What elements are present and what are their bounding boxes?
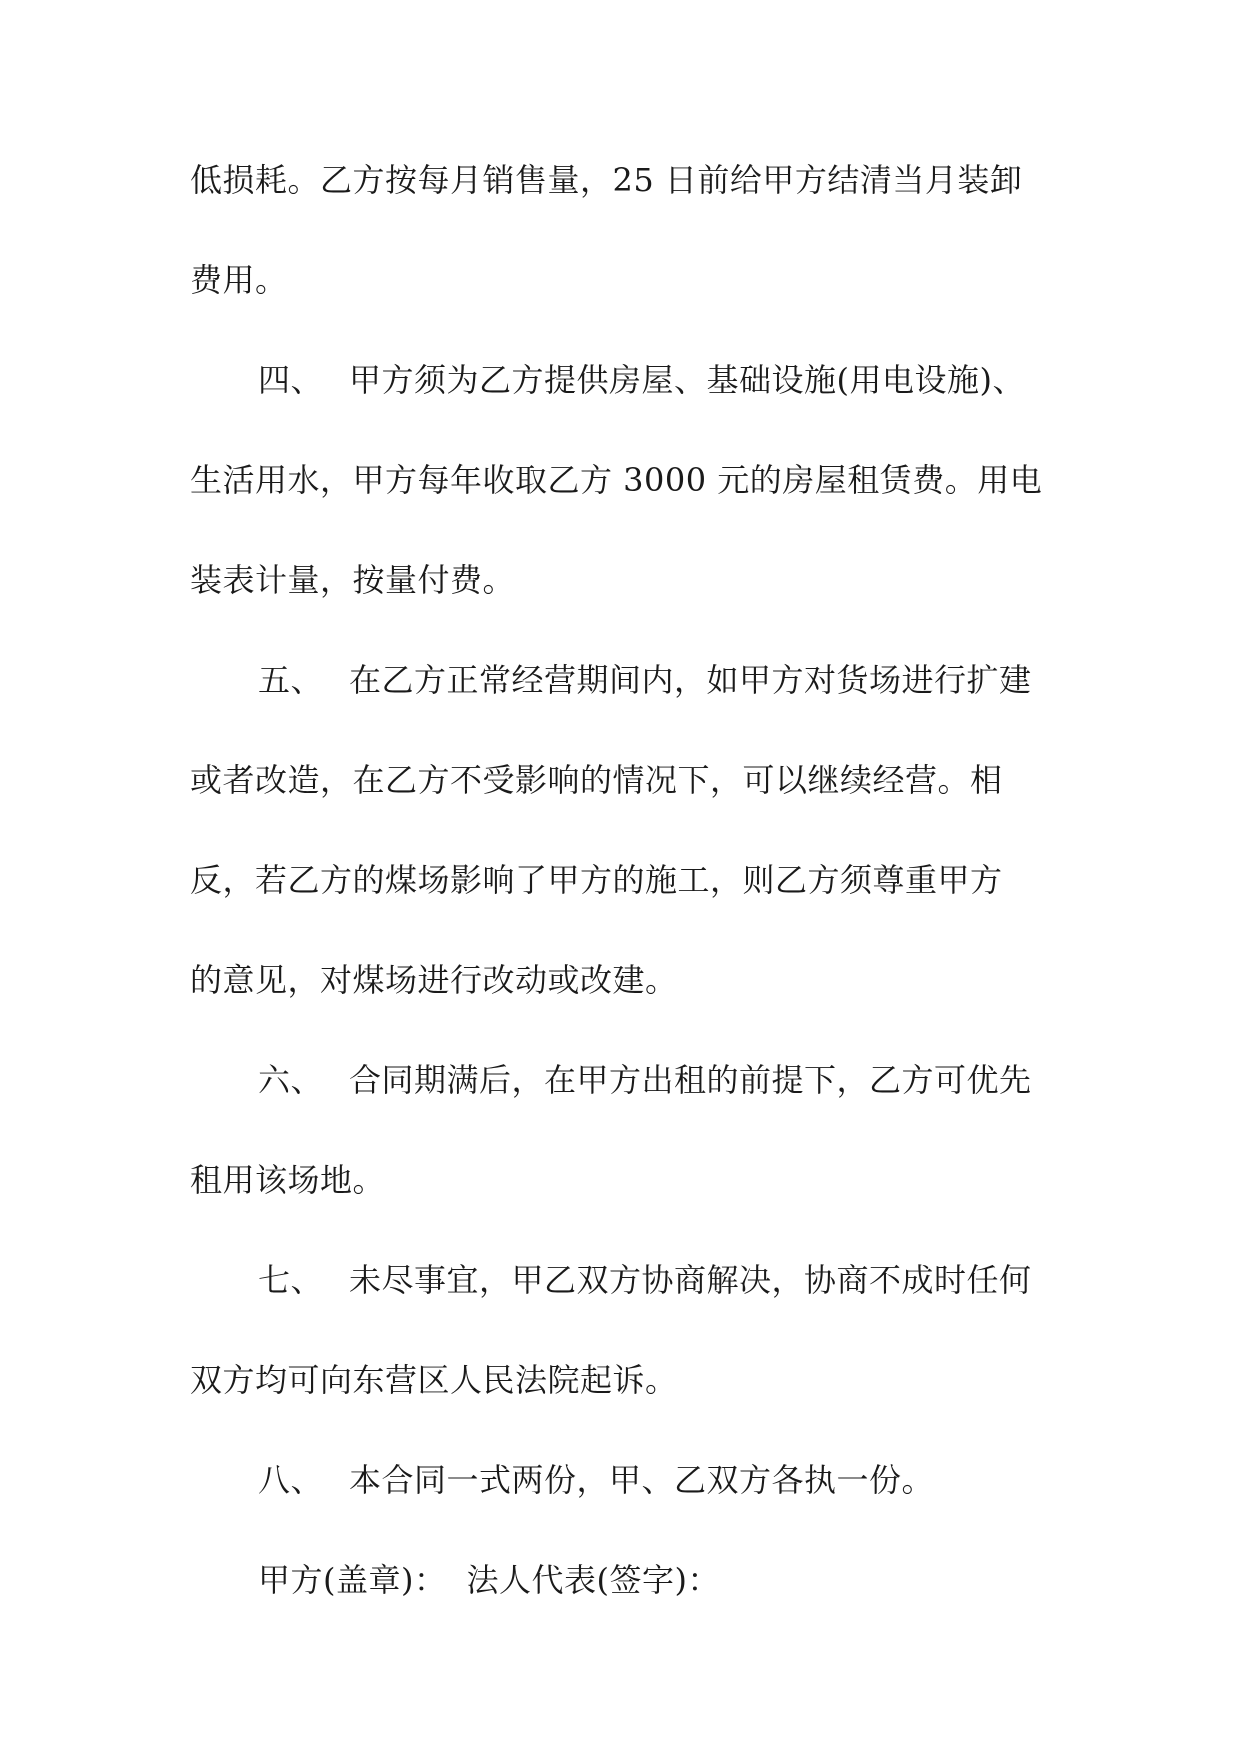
clause-text: 甲方须为乙方提供房屋、基础设施(用电设施)、	[349, 361, 1025, 399]
party-a-seal-label: 甲方(盖章)：	[258, 1561, 447, 1599]
clause-text: 合同期满后，在甲方出租的前提下，乙方可优先	[349, 1061, 1032, 1099]
text-line: 低损耗。乙方按每月销售量，25 日前给甲方结清当月装卸	[190, 161, 1023, 199]
clause-five	[258, 650, 1138, 710]
text-line: 的意见，对煤场进行改动或改建。	[190, 961, 678, 999]
clause-number: 四、	[258, 361, 324, 399]
clause-six	[258, 1050, 1138, 1110]
signature-line	[258, 1550, 1138, 1610]
clause-four	[258, 350, 1138, 410]
text-line: 双方均可向东营区人民法院起诉。	[190, 1361, 678, 1399]
clause-text: 本合同一式两份，甲、乙双方各执一份。	[349, 1461, 935, 1499]
text-line: 费用。	[190, 261, 288, 299]
clause-seven	[258, 1250, 1138, 1310]
text-line: 反，若乙方的煤场影响了甲方的施工，则乙方须尊重甲方	[190, 861, 1003, 899]
legal-representative-label: 法人代表(签字)：	[466, 1561, 720, 1599]
clause-text: 未尽事宜，甲乙双方协商解决，协商不成时任何	[349, 1261, 1032, 1299]
clause-number: 八、	[258, 1461, 324, 1499]
text-line: 生活用水，甲方每年收取乙方 3000 元的房屋租赁费。用电	[190, 461, 1043, 499]
clause-number: 五、	[258, 661, 324, 699]
clause-eight	[258, 1450, 1138, 1510]
clause-text: 在乙方正常经营期间内，如甲方对货场进行扩建	[349, 661, 1032, 699]
text-line: 租用该场地。	[190, 1161, 386, 1199]
clause-number: 六、	[258, 1061, 324, 1099]
clause-number: 七、	[258, 1261, 324, 1299]
text-line: 或者改造，在乙方不受影响的情况下，可以继续经营。相	[190, 761, 1003, 799]
text-line: 装表计量，按量付费。	[190, 561, 516, 599]
